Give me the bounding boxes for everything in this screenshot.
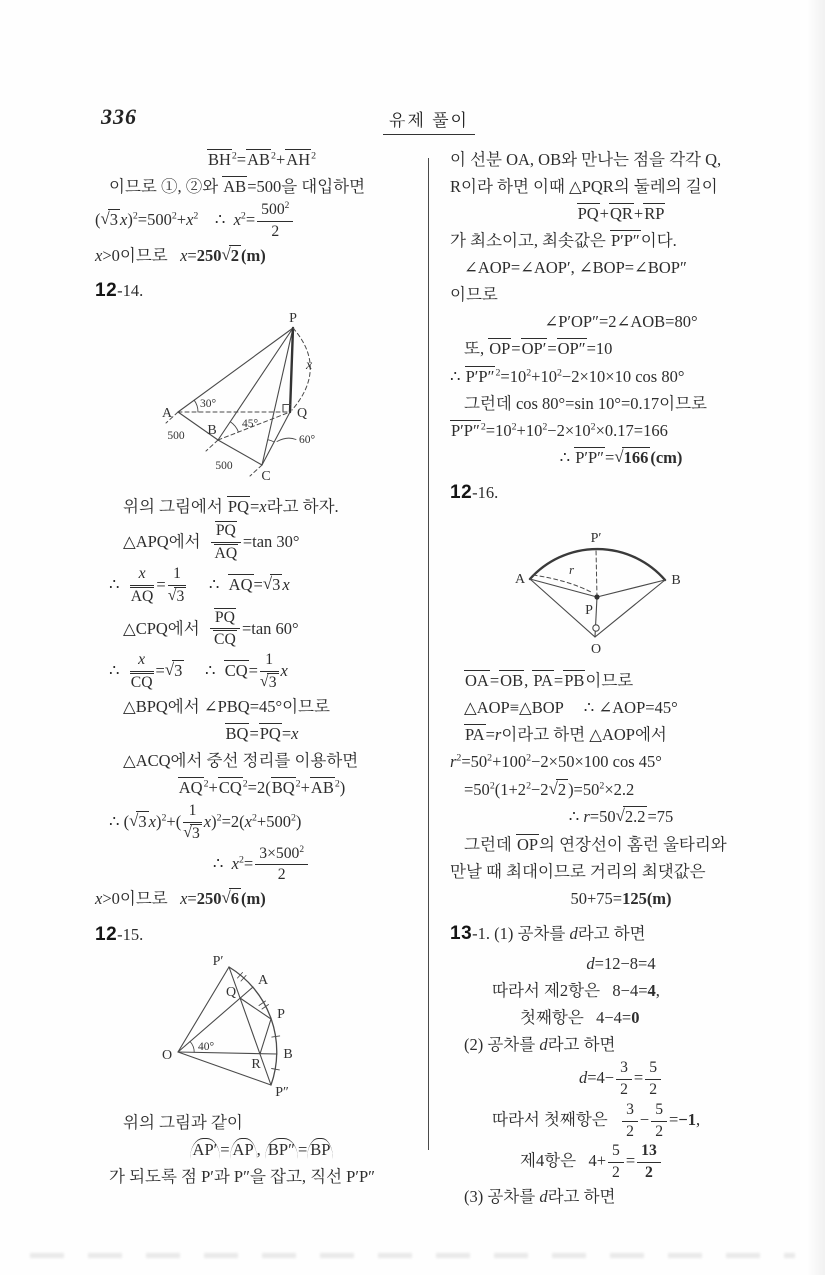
fig1214-label-c: C	[261, 469, 271, 485]
math-line: ∠P′OP″=2∠AOB=80°	[544, 312, 698, 332]
math-line: 이 선분 OA, OB와 만나는 점을 각각 Q,	[450, 150, 722, 169]
math-line: 그런데 cos 80°=sin 10°=0.17이므로	[464, 393, 707, 413]
fig1215-label-b: B	[283, 1046, 293, 1062]
math-line: (√3 $x)^2=500^2+x^2$ ∴ $x^2=$ $\frac{500^2}{2}$	[95, 201, 428, 242]
column-divider	[428, 158, 429, 1150]
math-line: 따라서 첫째항은 $\frac{3}{2}$ − $\frac{5}{2}$ =−1,	[492, 1100, 701, 1140]
math-line: (3) 공차를 d라고 하면	[464, 1186, 616, 1206]
fig1216-label-radius-r: r	[569, 562, 575, 578]
page-edge-shading	[807, 0, 825, 1275]
math-line: ∠AOP=∠AOP′, ∠BOP=∠BOP″	[464, 258, 687, 278]
fig1216-label-pp: P′	[590, 531, 602, 547]
math-line: AP′ = AP , BP″ = BP	[95, 1137, 428, 1163]
fig1214-length-500-ab: 500	[167, 430, 185, 443]
fig1214-label-a: A	[161, 406, 173, 422]
math-line: ∴ (√3 x)$^2$+( $\frac{1}{√3}$ $x)^2=2(x^2+500^2)$	[109, 802, 302, 842]
fig1215-label-ppp: P″	[275, 1084, 289, 1100]
math-line: 50+75=125(m)	[570, 888, 672, 908]
figure-12-14	[120, 310, 420, 488]
fig1215-label-pp: P′	[212, 953, 224, 969]
left-flow-1	[95, 147, 428, 306]
figure-12-16	[490, 512, 730, 662]
math-line: ∴ P′P″=√166 (cm)	[559, 446, 683, 467]
math-line: x>0이므로 x=250√2 (m)	[95, 244, 266, 265]
math-line: 만날 때 최대이므로 거리의 최댓값은	[450, 861, 706, 881]
math-line: $=50^2(1+2^2-2√2$ )$=50^2\times 2.2$	[464, 778, 635, 799]
next-page-ghost-text	[30, 1253, 795, 1258]
math-line: 이므로 ①, ②와 AB=500을 대입하면	[109, 177, 366, 197]
math-line: R이라 하면 이때 △PQR의 둘레의 길이	[450, 177, 718, 197]
math-line: 제4항은 4+ $\frac{5}{2}$ = $\frac{13}{2}$	[450, 1142, 792, 1183]
fig1214-angle-45: 45°	[242, 418, 259, 431]
math-line: 13-1. (1) 공차를 d라고 하면	[450, 922, 646, 944]
figure-12-15	[140, 954, 360, 1104]
math-line: x>0이므로 x=250√6 (m)	[95, 888, 266, 909]
left-flow-3	[95, 1110, 428, 1190]
math-line: PA=r이라고 하면 △AOP에서	[465, 725, 667, 745]
fig1214-length-500-bc: 500	[215, 460, 233, 473]
math-line: $r^2=50^2+100^2-2\times 50\times 100$ cos 45°	[450, 752, 662, 772]
math-line: 가 최소이고, 최솟값은 P′P″이다.	[450, 231, 677, 251]
fig1215-label-r: R	[251, 1056, 261, 1072]
fig1215-label-q: Q	[225, 984, 237, 1000]
left-flow-2	[95, 494, 428, 949]
math-line: 이므로	[450, 285, 498, 305]
fig1216-label-b: B	[671, 573, 681, 589]
math-line: 12-15.	[95, 923, 144, 945]
fig1215-label-a: A	[257, 972, 269, 988]
math-line: ∴ $\frac{x}{CQ}$ =√3 ∴ CQ= $\frac{1}{√3}$ x	[109, 651, 288, 691]
math-line: $AQ^2+CQ^2=2(BQ^2+AB^2)$	[178, 777, 346, 797]
fig1214-angle-60: 60°	[299, 434, 316, 447]
math-line: d=4− $\frac{3}{2}$ = $\frac{5}{2}$	[450, 1059, 792, 1100]
fig1214-label-q: Q	[297, 406, 308, 422]
page-header-title: 유제 풀이	[383, 106, 475, 135]
math-line: 위의 그림과 같이	[123, 1112, 243, 1132]
math-line: △CPQ에서 $\frac{PQ}{CQ}$ =tan 60°	[123, 608, 299, 649]
fig1216-label-o: O	[590, 642, 602, 658]
page-number: 336	[101, 104, 137, 129]
fig1215-label-o: O	[161, 1047, 173, 1063]
right-flow-1	[450, 147, 792, 508]
math-line: 따라서 제2항은 8−4=4,	[492, 980, 660, 1000]
math-line: △ACQ에서 중선 정리를 이용하면	[123, 750, 359, 770]
math-line: △APQ에서 $\frac{PQ}{AQ}$ =tan 30°	[123, 522, 300, 563]
left-column	[95, 146, 428, 1191]
fig1214-label-p: P	[289, 311, 297, 327]
math-line: △BPQ에서 ∠PBQ=45°이므로	[123, 696, 330, 716]
right-flow-2	[450, 668, 792, 1210]
math-line: 12-16.	[450, 482, 499, 504]
math-line: PQ+QR+RP	[577, 204, 665, 224]
math-line: OA=OB, PA=PB이므로	[465, 671, 634, 691]
math-line: 12-14.	[95, 280, 144, 302]
math-line: ∴ $x^2=$ $\frac{3\times 500^2}{2}$	[95, 845, 428, 886]
fig1214-label-b: B	[207, 423, 217, 439]
math-line: BQ=PQ=x	[225, 723, 299, 743]
fig1214-angle-30: 30°	[200, 398, 217, 411]
fig1216-label-a: A	[514, 572, 526, 588]
fig1215-angle-40: 40°	[198, 1040, 215, 1053]
math-line: ∴ r=50√2.2 =75	[568, 806, 674, 827]
math-line: ∴ $\frac{x}{AQ}$ = $\frac{1}{√3}$ ∴ AQ=√3 x	[109, 564, 290, 605]
math-line: $BH^2=AB^2+AH^2$	[207, 150, 317, 169]
math-line: (2) 공차를 d라고 하면	[464, 1035, 616, 1055]
math-line: d=12−8=4	[586, 953, 656, 973]
math-line: 첫째항은 4−4=0	[520, 1008, 640, 1028]
math-line: ∴ $P'P''^2=10^2+10^2-2\times 10\times 10$ cos 80°	[450, 366, 685, 386]
right-column	[450, 146, 792, 1211]
fig1214-label-x: x	[306, 358, 313, 374]
fig1216-label-p: P	[585, 603, 593, 619]
math-line: 그런데 OP의 연장선이 홈런 울타리와	[464, 834, 727, 854]
math-line: 또, OP=OP′=OP″=10	[464, 339, 613, 359]
fig1215-label-p: P	[277, 1006, 285, 1022]
math-line: △AOP≡△BOP ∴ ∠AOP=45°	[464, 698, 678, 718]
math-line: $P'P''^2=10^2+10^2-2\times 10^2\times 0.17=166$	[451, 420, 668, 440]
math-line: 위의 그림에서 PQ=x라고 하자.	[123, 497, 339, 517]
math-line: 가 되도록 점 P′과 P″을 잡고, 직선 P′P″	[109, 1166, 375, 1186]
